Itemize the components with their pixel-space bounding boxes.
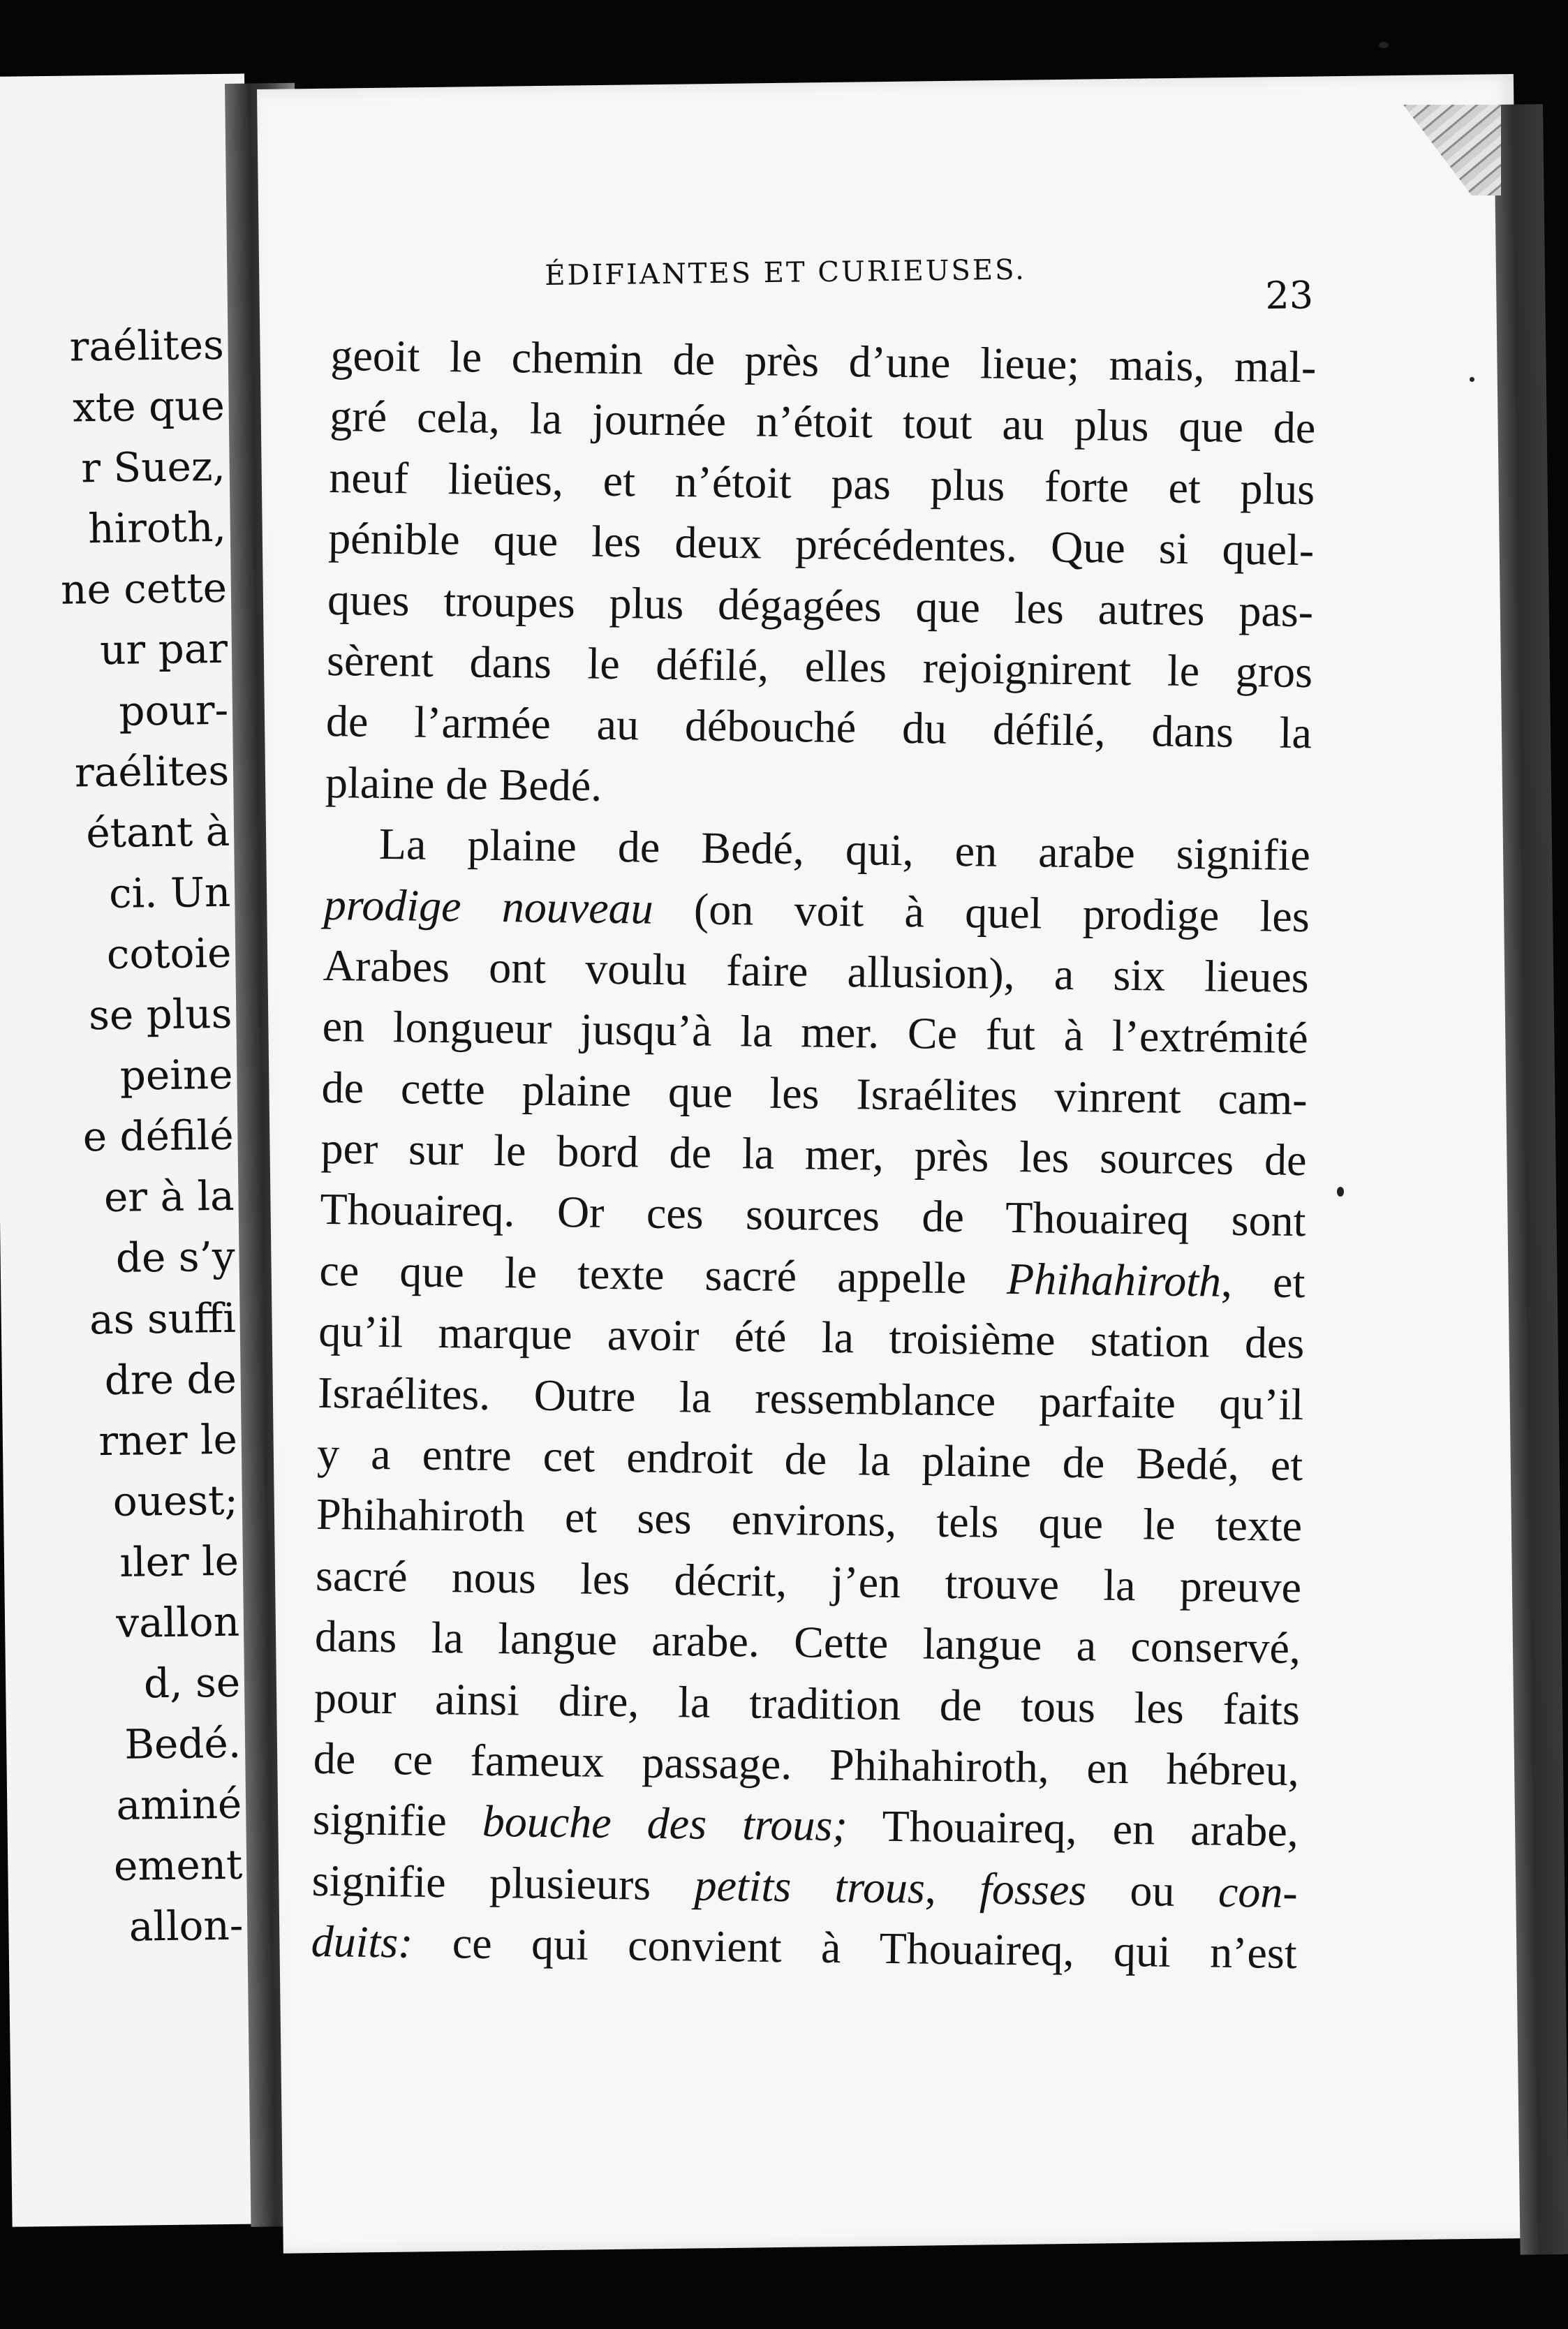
text-line: per sur le bord de la mer, près les sources de [320,1123,1307,1185]
left-line: raélites [74,746,230,797]
left-line: aminé [116,1780,242,1830]
text-line: La plaine de Bedé, qui, en arabe signifie [378,819,1311,880]
left-line: e défilé [82,1111,234,1161]
left-line: ci. Un [108,868,231,917]
text-span: ou [1086,1865,1219,1916]
text-line: sacré nous les décrit, j’en trouve la preuve [315,1550,1302,1612]
left-line: hiroth, [87,503,227,553]
left-line: dre de [104,1354,237,1404]
left-line: ıler le [119,1537,239,1586]
left-line: d, se [143,1658,241,1708]
italic-term: bouche des trous; [482,1796,848,1851]
left-line: vallon [115,1597,240,1647]
text-span: signifie plusieurs [311,1855,695,1910]
text-line: Phihahiroth et ses environs, tels que le texte [316,1489,1303,1551]
text-line: neuf lieües, et n’étoit pas plus forte et plus [328,452,1315,515]
text-span: , et [1220,1256,1306,1308]
left-line: allon- [128,1902,244,1951]
left-line: cotoie [106,929,232,978]
text-span: Thouaireq, en arabe, [847,1801,1299,1856]
text-line: Arabes ont voulu faire allusion), a six lieues [323,940,1310,1003]
text-line: geoit le chemin de près d’une lieue; mais, mal- [330,330,1317,392]
text-line [311,1850,1298,1923]
text-line: Thouaireq. Or ces sources de Thouaireq sont [320,1184,1306,1246]
text-line [319,1240,1306,1313]
text-line: ques troupes plus dégagées que les autres pas- [327,574,1314,636]
italic-term: prodige nouveau [323,879,654,933]
page-number: 23 [1265,273,1314,318]
italic-term: con- [1218,1866,1299,1917]
left-page-text [57,315,244,1958]
text-span: , [924,1863,980,1914]
text-span: ce que le texte sacré appelle [319,1245,1007,1303]
text-line: pour ainsi dire, la tradition de tous les faits [313,1672,1301,1734]
text-line: de l’armée au débouché du défilé, dans la [325,696,1312,758]
text-line: Israélites. Outre la ressemblance parfaite qu’il [317,1367,1304,1429]
left-line: se plus [88,989,232,1040]
left-line: pour- [118,686,229,735]
ink-speck [1337,1187,1344,1197]
left-line: xte que [72,381,225,431]
italic-term: Phihahiroth [1006,1253,1222,1306]
running-head: ÉDIFIANTES ET CURIEUSES. [545,253,1027,292]
italic-term: petits trous [694,1860,926,1913]
left-line: ement [113,1841,243,1891]
italic-term: fosses [979,1863,1087,1915]
italic-term: duits: [311,1916,413,1967]
text-line: sèrent dans le défilé, elles rejoignirent le gros [326,635,1313,697]
ink-speck [1379,42,1389,48]
text-span: signifie [312,1794,483,1847]
text-line [312,1789,1299,1862]
ink-speck [1470,377,1474,382]
left-line: de s’y [115,1233,236,1282]
left-line: r Suez, [80,443,226,492]
text-line: y a entre cet endroit de la plaine de Bedé, et [316,1428,1303,1491]
text-line: gré cela, la journée n’étoit tout au plus que de [329,391,1316,453]
text-span: ce qui convient à Thouaireq, qui n’est [413,1917,1298,1979]
left-line: as suffi [89,1294,237,1343]
left-line: ouest; [112,1476,239,1525]
text-span: (on voit à quel prodige les [653,883,1310,941]
left-line: ur par [99,625,228,674]
left-line: étant à [85,807,230,857]
page-body-text [311,325,1317,1984]
text-line: pénible que les deux précédentes. Que si quel- [327,513,1315,575]
left-line: raélites [69,320,225,371]
text-line: dans la langue arabe. Cette langue a conservé, [314,1611,1301,1673]
left-line: er à la [103,1172,235,1222]
left-line: rner le [98,1415,238,1465]
text-line: de ce fameux passage. Phihahiroth, en hébreu, [313,1733,1300,1796]
left-line: peine [119,1050,233,1100]
left-line: Bedé. [124,1719,242,1768]
text-line: de cette plaine que les Israélites vinrent cam- [321,1062,1308,1124]
text-line: qu’il marque avoir été la troisième station des [318,1306,1305,1368]
text-line: plaine de Bedé. [325,757,602,811]
text-line [323,873,1310,947]
text-line [311,1911,1297,1984]
left-line: ne cette [60,564,228,614]
text-line: en longueur jusqu’à la mer. Ce fut à l’extrémité [322,1001,1309,1063]
